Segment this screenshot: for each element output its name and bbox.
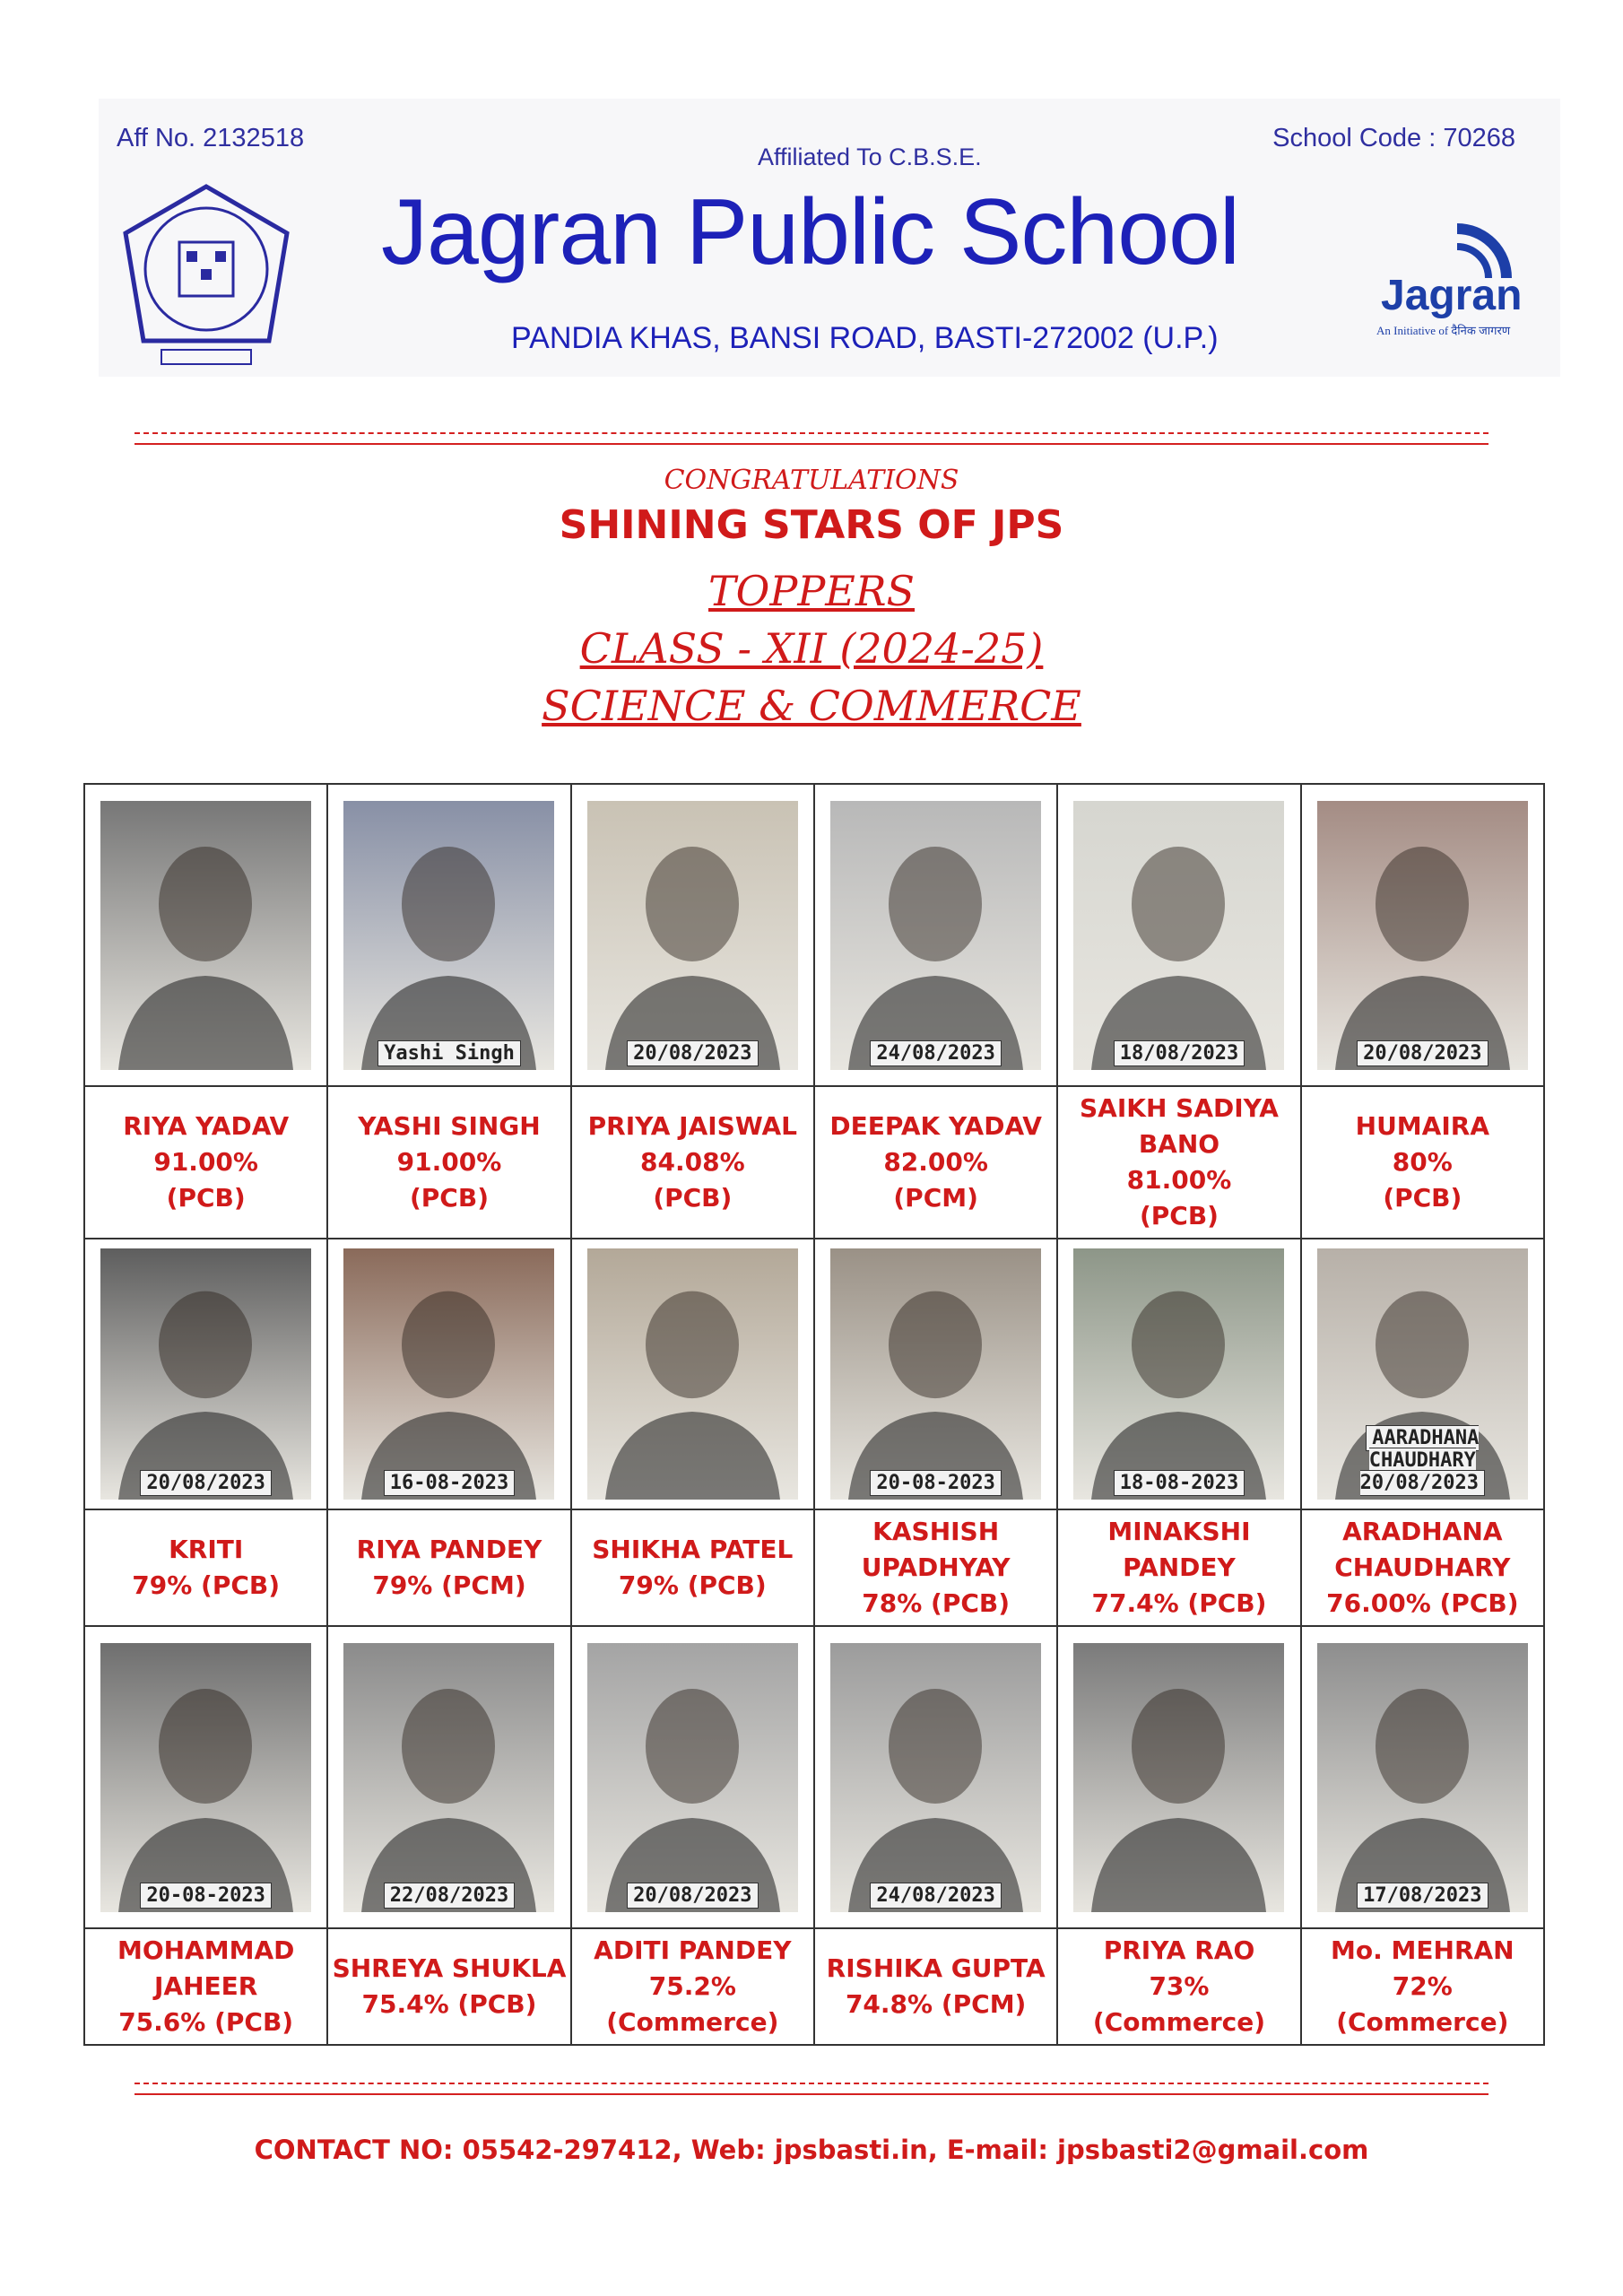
student-info-cell	[814, 1086, 1057, 1239]
student-info-cell	[571, 1928, 814, 2045]
stream-heading: SCIENCE & COMMERCE	[542, 682, 1081, 730]
student-name: PRIYA RAO	[1103, 1935, 1255, 1965]
student-stream: (PCB)	[653, 1183, 733, 1213]
toppers-table	[83, 783, 1545, 2046]
photo-cell	[327, 784, 570, 1086]
name-row	[84, 1086, 1544, 1239]
photo-date-stamp-text: 20-08-2023	[870, 1470, 1001, 1496]
student-photo	[343, 801, 554, 1070]
student-photo	[1317, 801, 1528, 1070]
student-name: MOHAMMAD JAHEER	[117, 1935, 295, 2001]
photo-date-stamp-text: 20/08/2023	[140, 1470, 271, 1496]
student-score: 91.00%	[153, 1147, 258, 1177]
photo-date-stamp	[100, 1884, 311, 1907]
student-name: RIYA PANDEY	[356, 1535, 542, 1564]
student-score: 76.00% (PCB)	[1326, 1588, 1519, 1618]
student-name: DEEPAK YADAV	[829, 1111, 1042, 1141]
student-info-cell	[1301, 1086, 1544, 1239]
person-silhouette-icon	[830, 1248, 1041, 1500]
student-name: Mo. MEHRAN	[1331, 1935, 1515, 1965]
student-name: KRITI	[169, 1535, 244, 1564]
student-score: 74.8% (PCM)	[845, 1989, 1027, 2019]
photo-date-stamp-text: 22/08/2023	[384, 1883, 515, 1909]
student-info-cell	[814, 1928, 1057, 2045]
student-name: RISHIKA GUPTA	[826, 1953, 1046, 1983]
student-stream: (PCB)	[1139, 1201, 1219, 1231]
student-score: 79% (PCB)	[618, 1570, 767, 1600]
photo-cell	[1301, 1626, 1544, 1928]
letterhead	[99, 99, 1560, 377]
student-stream: (Commerce)	[1092, 2007, 1266, 2037]
student-info-cell	[1301, 1928, 1544, 2045]
student-info-cell	[1057, 1509, 1300, 1626]
student-score: 75.4% (PCB)	[361, 1989, 537, 2019]
person-silhouette-icon	[587, 1643, 798, 1912]
person-silhouette-icon	[1317, 1643, 1528, 1912]
person-silhouette-icon	[100, 801, 311, 1070]
student-name: YASHI SINGH	[358, 1111, 541, 1141]
photo-date-stamp-text: 18/08/2023	[1114, 1040, 1245, 1066]
student-photo	[1317, 1248, 1528, 1500]
photo-date-stamp-text: 18-08-2023	[1114, 1470, 1245, 1496]
student-score: 77.4% (PCB)	[1091, 1588, 1267, 1618]
photo-cell	[571, 784, 814, 1086]
photo-date-stamp	[343, 1472, 554, 1494]
school-crest-logo	[117, 179, 296, 368]
student-stream: (PCB)	[1383, 1183, 1462, 1213]
photo-cell	[1057, 1239, 1300, 1509]
photo-cell	[1301, 1239, 1544, 1509]
student-info-cell	[1057, 1086, 1300, 1239]
photo-cell	[1057, 1626, 1300, 1928]
photo-date-stamp-text: 20/08/2023	[627, 1883, 758, 1909]
student-stream: (PCB)	[409, 1183, 489, 1213]
student-name: SHREYA SHUKLA	[332, 1953, 567, 1983]
photo-date-stamp	[343, 1884, 554, 1907]
student-photo	[587, 801, 798, 1070]
photo-date-stamp-text: 20/08/2023	[627, 1040, 758, 1066]
jagran-brand-logo	[1372, 220, 1542, 345]
photo-row	[84, 784, 1544, 1086]
student-info-cell	[84, 1928, 327, 2045]
affiliation-number: Aff No. 2132518	[117, 124, 305, 152]
person-silhouette-icon	[343, 1248, 554, 1500]
person-silhouette-icon	[1073, 1248, 1284, 1500]
student-score: 75.6% (PCB)	[118, 2007, 294, 2037]
photo-cell	[571, 1626, 814, 1928]
photo-date-stamp	[1073, 1042, 1284, 1065]
person-silhouette-icon	[1317, 801, 1528, 1070]
student-info-cell	[327, 1086, 570, 1239]
photo-date-stamp	[830, 1884, 1041, 1907]
student-photo	[343, 1248, 554, 1500]
photo-cell	[814, 1626, 1057, 1928]
photo-cell	[814, 784, 1057, 1086]
student-score: 82.00%	[883, 1147, 988, 1177]
student-score: 73%	[1149, 1971, 1210, 2001]
bottom-solid-rule	[135, 2093, 1488, 2095]
photo-cell	[84, 1239, 327, 1509]
student-info-cell	[84, 1086, 327, 1239]
student-score: 79% (PCB)	[132, 1570, 281, 1600]
student-photo	[1073, 801, 1284, 1070]
shining-stars-title: SHINING STARS OF JPS	[559, 502, 1064, 548]
student-score: 81.00%	[1126, 1165, 1232, 1195]
student-name: KASHISH UPADHYAY	[861, 1517, 1011, 1582]
person-silhouette-icon	[343, 1643, 554, 1912]
photo-date-stamp-text: 24/08/2023	[870, 1040, 1001, 1066]
student-info-cell	[1057, 1928, 1300, 2045]
name-row	[84, 1509, 1544, 1626]
student-name: RIYA YADAV	[123, 1111, 290, 1141]
photo-date-stamp	[587, 1042, 798, 1065]
student-info-cell	[814, 1509, 1057, 1626]
affiliated-text: Affiliated To C.B.S.E.	[758, 144, 982, 170]
student-info-cell	[84, 1509, 327, 1626]
top-dashed-rule	[135, 432, 1488, 434]
student-photo	[830, 801, 1041, 1070]
contact-footer: CONTACT NO: 05542-297412, Web: jpsbasti.in, E-mail: jpsbasti2@gmail.com	[254, 2135, 1369, 2165]
photo-date-stamp	[1317, 1042, 1528, 1065]
person-silhouette-icon	[100, 1643, 311, 1912]
photo-date-stamp	[343, 1042, 554, 1065]
photo-date-stamp	[587, 1884, 798, 1907]
person-silhouette-icon	[1073, 1643, 1284, 1912]
student-stream: (PCM)	[893, 1183, 978, 1213]
svg-text:An Initiative of दैनिक जागरण: An Initiative of दैनिक जागरण	[1376, 324, 1511, 337]
photo-cell	[84, 784, 327, 1086]
student-info-cell	[571, 1509, 814, 1626]
student-name: ADITI PANDEY	[594, 1935, 792, 1965]
photo-row	[84, 1626, 1544, 1928]
student-score: 75.2%	[648, 1971, 736, 2001]
person-silhouette-icon	[587, 801, 798, 1070]
school-address: PANDIA KHAS, BANSI ROAD, BASTI-272002 (U.P.)	[511, 321, 1219, 355]
student-name: SHIKHA PATEL	[592, 1535, 794, 1564]
name-row	[84, 1928, 1544, 2045]
photo-date-stamp-text: Yashi Singh	[378, 1040, 521, 1066]
student-info-cell	[571, 1086, 814, 1239]
student-score: 84.08%	[640, 1147, 745, 1177]
person-silhouette-icon	[830, 801, 1041, 1070]
photo-date-stamp-text: 20-08-2023	[140, 1883, 271, 1909]
photo-cell	[571, 1239, 814, 1509]
photo-date-stamp	[830, 1042, 1041, 1065]
top-solid-rule	[135, 443, 1488, 445]
student-score: 78% (PCB)	[862, 1588, 1011, 1618]
photo-cell	[814, 1239, 1057, 1509]
photo-date-stamp-text: AARADHANA CHAUDHARY 20/08/2023	[1360, 1425, 1485, 1496]
student-photo	[830, 1248, 1041, 1500]
photo-date-stamp-text: 16-08-2023	[384, 1470, 515, 1496]
student-photo	[100, 1248, 311, 1500]
class-heading: CLASS - XII (2024-25)	[579, 624, 1044, 673]
student-photo	[100, 1643, 311, 1912]
photo-cell	[327, 1626, 570, 1928]
person-silhouette-icon	[100, 1248, 311, 1500]
photo-date-stamp-text: 20/08/2023	[1357, 1040, 1488, 1066]
photo-date-stamp	[1317, 1427, 1528, 1494]
photo-row	[84, 1239, 1544, 1509]
student-name: SAIKH SADIYA BANO	[1080, 1093, 1279, 1159]
student-score: 72%	[1392, 1971, 1453, 2001]
student-photo	[1073, 1643, 1284, 1912]
photo-date-stamp	[830, 1472, 1041, 1494]
bottom-dashed-rule	[135, 2083, 1488, 2084]
student-photo	[343, 1643, 554, 1912]
school-code: School Code : 70268	[1272, 124, 1515, 152]
student-info-cell	[327, 1928, 570, 2045]
student-stream: (Commerce)	[606, 2007, 779, 2037]
photo-cell	[1057, 784, 1300, 1086]
student-stream: (Commerce)	[1336, 2007, 1509, 2037]
photo-date-stamp	[1073, 1472, 1284, 1494]
svg-text:Jagran: Jagran	[1381, 272, 1523, 319]
school-name: Jagran Public School	[381, 180, 1240, 284]
student-photo	[100, 801, 311, 1070]
photo-date-stamp	[100, 1472, 311, 1494]
person-silhouette-icon	[587, 1248, 798, 1500]
student-photo	[830, 1643, 1041, 1912]
student-photo	[1073, 1248, 1284, 1500]
student-score: 91.00%	[396, 1147, 502, 1177]
student-info-cell	[327, 1509, 570, 1626]
student-score: 79% (PCM)	[372, 1570, 526, 1600]
student-name: MINAKSHI PANDEY	[1107, 1517, 1251, 1582]
student-name: PRIYA JAISWAL	[587, 1111, 797, 1141]
photo-date-stamp-text: 24/08/2023	[870, 1883, 1001, 1909]
photo-cell	[327, 1239, 570, 1509]
congratulations-text: CONGRATULATIONS	[664, 465, 959, 496]
student-photo	[587, 1643, 798, 1912]
photo-date-stamp-text: 17/08/2023	[1357, 1883, 1488, 1909]
student-info-cell	[1301, 1509, 1544, 1626]
student-score: 80%	[1392, 1147, 1453, 1177]
student-name: ARADHANA CHAUDHARY	[1334, 1517, 1511, 1582]
photo-cell	[1301, 784, 1544, 1086]
student-photo	[1317, 1643, 1528, 1912]
student-photo	[587, 1248, 798, 1500]
photo-date-stamp	[1317, 1884, 1528, 1907]
student-name: HUMAIRA	[1355, 1111, 1489, 1141]
photo-cell	[84, 1626, 327, 1928]
student-stream: (PCB)	[166, 1183, 246, 1213]
person-silhouette-icon	[1073, 801, 1284, 1070]
toppers-heading: TOPPERS	[707, 567, 916, 615]
person-silhouette-icon	[830, 1643, 1041, 1912]
person-silhouette-icon	[343, 801, 554, 1070]
